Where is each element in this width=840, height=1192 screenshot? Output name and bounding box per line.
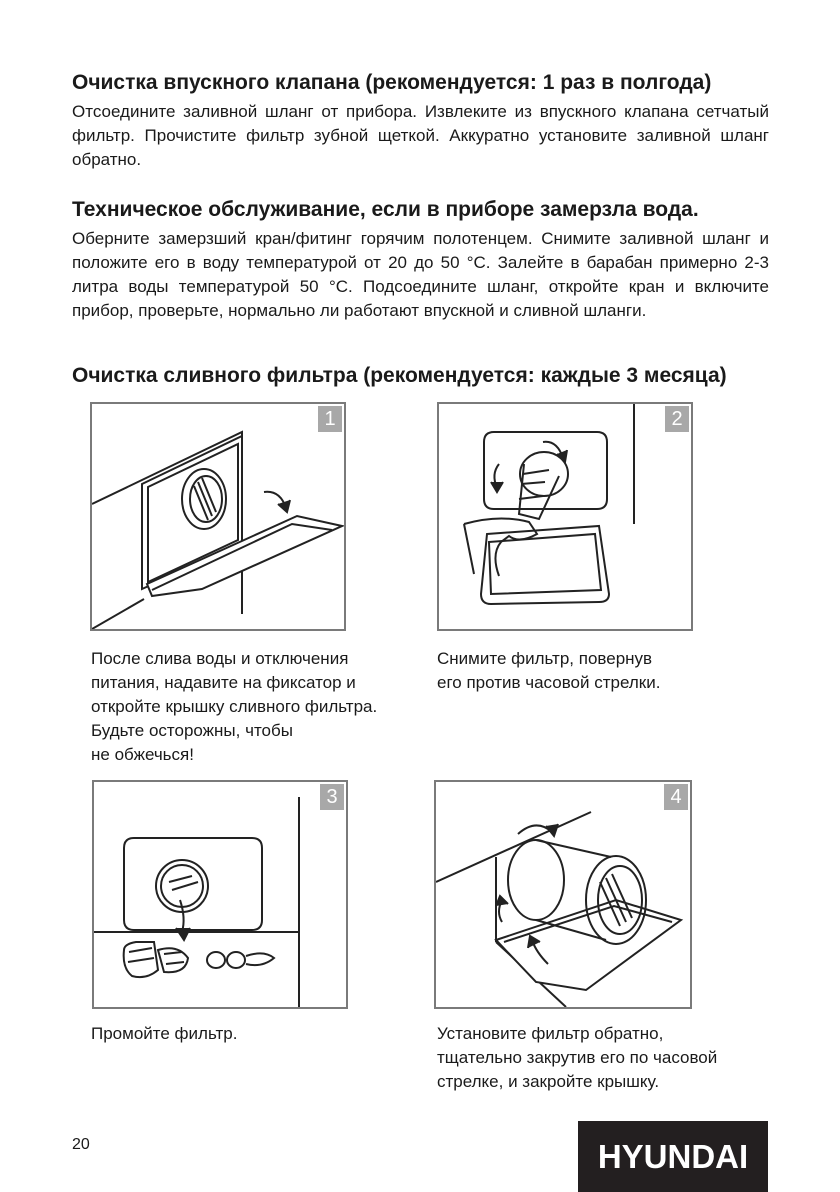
illustration-remove-filter: [439, 404, 691, 629]
illustration-open-cover: [92, 404, 344, 629]
step-caption-1: После слива воды и отключения питания, надавите на фиксатор и откройте крышку сливного фильтра. Будьте осторожны, чтобы не обжечься!: [91, 649, 378, 764]
section-heading-inlet-valve: Очистка впускного клапана (рекомендуется: 1 раз в полгода): [72, 71, 712, 94]
section-heading-frozen-water: Техническое обслуживание, если в приборе замерзла вода.: [72, 198, 699, 221]
page-number: 20: [72, 1136, 90, 1153]
brand-logo: HYUNDAI: [578, 1121, 768, 1192]
step-number-badge: 2: [665, 406, 689, 432]
step-number-badge: 3: [320, 784, 344, 810]
step-caption-4: Установите фильтр обратно, тщательно закрутив его по часовой стрелке, и закройте крышку.: [437, 1024, 718, 1091]
step-caption-2: Снимите фильтр, повернув его против часовой стрелки.: [437, 649, 661, 692]
figure-step-2: [437, 402, 693, 631]
step-caption-3: Промойте фильтр.: [91, 1024, 238, 1043]
illustration-wash-filter: [94, 782, 346, 1007]
figure-step-1: [90, 402, 346, 631]
section-text-inlet-valve: Отсоедините заливной шланг от прибора. Извлеките из впускного клапана сетчатый фильтр. Прочистите фильтр зубной щеткой. Аккуратно установите заливной шланг обратно.: [72, 102, 769, 169]
step-number-badge: 4: [664, 784, 688, 810]
section-text-frozen-water: Оберните замерзший кран/фитинг горячим полотенцем. Снимите заливной шланг и положите его в воду температурой от 20 до 50 °С. Залейте в барабан примерно 2-3 литра воды температурой 50 °С. Подсоедините шланг, откройте кран и включите прибор, проверьте, нормально ли работают впускной и сливной шланги.: [72, 229, 769, 320]
figure-step-4: [434, 780, 692, 1009]
step-number-badge: 1: [318, 406, 342, 432]
section-heading-drain-filter: Очистка сливного фильтра (рекомендуется: каждые 3 месяца): [72, 364, 727, 387]
figure-step-3: [92, 780, 348, 1009]
illustration-install-filter: [436, 782, 690, 1007]
